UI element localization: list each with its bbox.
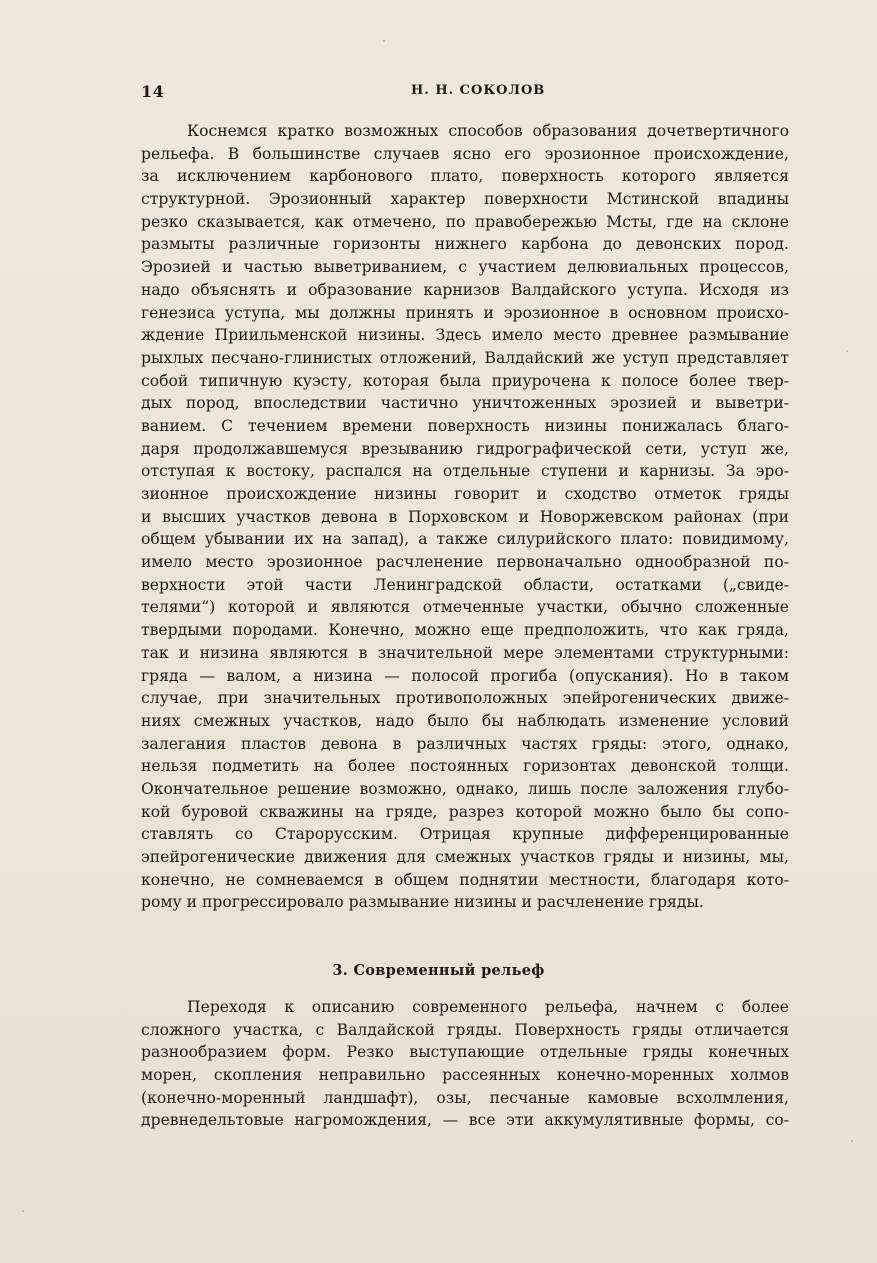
paper-speck (22, 1210, 24, 1212)
text-line: общем убывании их на запад), а также силурийского плато: повидимому, (141, 530, 789, 549)
paragraph-modern-relief (141, 996, 789, 1132)
text-line: древнедельтовые нагромождения, — все эти аккумулятивные формы, со- (141, 1111, 789, 1130)
text-line: размыты различные горизонты нижнего карбона до девонских пород. (141, 235, 789, 254)
text-line: так и низина являются в значительной мере элементами структурными: (141, 643, 789, 662)
text-line: отступая к востоку, распался на отдельные ступени и карнизы. За эро- (141, 462, 789, 481)
text-line: кой буровой скважины на гряде, разрез которой можно было бы сопо- (141, 802, 789, 821)
text-line: рыхлых песчано-глинистых отложений, Валдайский же уступ представляет (141, 348, 789, 367)
text-line: гряда — валом, а низина — полосой прогиба (опускания). Но в таком (141, 666, 789, 685)
text-line: структурной. Эрозионный характер поверхности Мстинской впадины (141, 190, 789, 209)
text-line: залегания пластов девона в различных частях гряды: этого, однако, (141, 734, 789, 753)
page-number: 14 (141, 82, 165, 101)
section-heading-modern-relief: 3. Современный рельеф (332, 962, 545, 979)
paragraph-pre-quaternary-relief (141, 120, 789, 914)
running-head-author: Н. Н. СОКОЛОВ (411, 83, 546, 98)
text-line: рому и прогрессировало размывание низины и расчленение гряды. (141, 893, 704, 912)
text-line: надо объяснять и образование карнизов Валдайского уступа. Исходя из (141, 280, 789, 299)
text-line: генезиса уступа, мы должны принять и эрозионное в основном происхо- (141, 303, 789, 322)
text-line: рельефа. В большинстве случаев ясно его эрозионное происхождение, (141, 144, 789, 163)
text-line: верхности этой части Ленинградской области, остатками („свиде- (141, 575, 789, 594)
text-line: конечно, не сомневаемся в общем поднятии местности, благодаря кото- (141, 870, 789, 889)
text-line: Окончательное решение возможно, однако, лишь после заложения глубо- (141, 779, 789, 798)
text-line: резко сказывается, как отмечено, по правобережью Мсты, где на склоне (141, 212, 789, 231)
text-line: (конечно-моренный ландшафт), озы, песчаные камовые всхолмления, (141, 1088, 789, 1107)
text-line: ванием. С течением времени поверхность низины понижалась благо- (141, 416, 789, 435)
text-line: имело место эрозионное расчленение первоначально однообразной по- (141, 553, 789, 572)
text-line: Переходя к описанию современного рельефа, начнем с более (187, 998, 789, 1016)
text-line: даря продолжавшемуся врезыванию гидрографической сети, уступ же, (141, 439, 789, 458)
text-line: твердыми породами. Конечно, можно еще предположить, что как гряда, (141, 621, 789, 640)
text-line: ниях смежных участков, надо было бы наблюдать изменение условий (141, 711, 789, 730)
text-line: зионное происхождение низины говорит и сходство отметок гряды (141, 485, 789, 503)
text-line: за исключением карбонового плато, поверхность которого является (141, 167, 789, 186)
text-line: разнообразием форм. Резко выступающие отдельные гряды конечных (141, 1043, 789, 1062)
text-line: и высших участков девона в Порховском и Новоржевском районах (при (141, 507, 789, 526)
text-line: морен, скопления неправильно рассеянных конечно-моренных холмов (141, 1066, 789, 1085)
text-line: сложного участка, с Валдайской гряды. Поверхность гряды отличается (141, 1020, 789, 1039)
text-line: нельзя подметить на более постоянных горизонтах девонской толщи. (141, 757, 789, 776)
text-line: эпейрогенические движения для смежных участков гряды и низины, мы, (141, 848, 789, 866)
paper-speck (846, 350, 848, 352)
text-line: телями“) которой и являются отмеченные участки, обычно сложенные (141, 598, 789, 617)
text-line: случае, при значительных противоположных эпейрогенических движе- (141, 689, 789, 708)
text-line: ждение Приильменской низины. Здесь имело место древнее размывание (141, 326, 789, 345)
text-line: Эрозией и частью выветриванием, с участием делювиальных процессов, (141, 258, 789, 277)
page-header (141, 82, 785, 102)
text-line: ставлять со Старорусским. Отрицая крупные дифференцированные (141, 825, 789, 844)
text-line: дых пород, впоследствии частично уничтоженных эрозией и выветри- (141, 394, 789, 413)
paper-speck (383, 40, 385, 42)
paper-speck (851, 1140, 853, 1142)
text-line: Коснемся кратко возможных способов образования дочетвертичного (187, 122, 789, 140)
text-line: собой типичную куэсту, которая была приурочена к полосе более твер- (141, 371, 789, 390)
